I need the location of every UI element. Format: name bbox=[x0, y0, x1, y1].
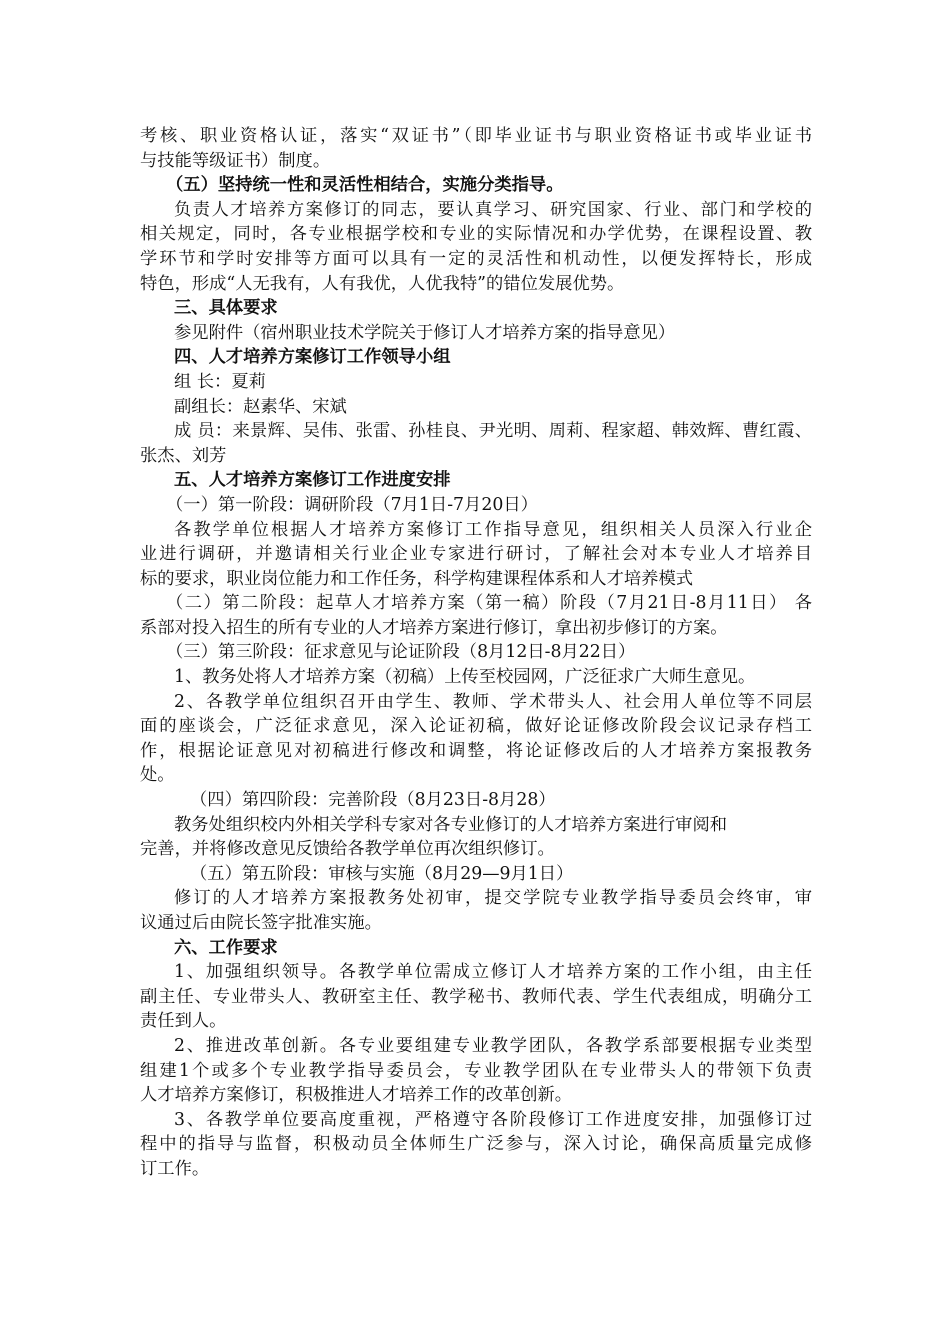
text-line: 负责人才培养方案修订的同志，要认真学习、研究国家、行业、部门和学校的 bbox=[174, 199, 812, 220]
text-line: 成 员：来景辉、吴伟、张雷、孙桂良、尹光明、周莉、程家超、韩效辉、曹红霞、 bbox=[174, 421, 812, 442]
document-body bbox=[140, 124, 812, 1182]
text-line: 参见附件（宿州职业技术学院关于修订人才培养方案的指导意见） bbox=[174, 322, 676, 343]
text-line: 相关规定，同时，各专业根据学校和专业的实际情况和办学优势，在课程设置、教 bbox=[140, 224, 812, 245]
section-heading: 四、人才培养方案修订工作领导小组 bbox=[174, 347, 451, 368]
text-line: 修订的人才培养方案报教务处初审，提交学院专业教学指导委员会终审，审 bbox=[174, 888, 812, 909]
text-line: 教务处组织校内外相关学科专家对各专业修订的人才培养方案进行审阅和 bbox=[174, 814, 728, 835]
text-line: 各教学单位根据人才培养方案修订工作指导意见，组织相关人员深入行业企 bbox=[174, 519, 812, 540]
text-line: 与技能等级证书）制度。 bbox=[140, 150, 331, 171]
text-line: 张杰、刘芳 bbox=[140, 445, 227, 466]
text-line: （五）第五阶段：审核与实施（8月29—9月1日） bbox=[190, 863, 574, 884]
text-line: 程中的指导与监督，积极动员全体师生广泛参与，深入讨论，确保高质量完成修 bbox=[140, 1134, 812, 1155]
section-heading: （五）坚持统一性和灵活性相结合，实施分类指导。 bbox=[166, 175, 564, 196]
text-line: 副组长：赵素华、宋斌 bbox=[174, 396, 347, 417]
text-line: 组 长：夏莉 bbox=[174, 371, 266, 392]
section-heading: 五、人才培养方案修订工作进度安排 bbox=[174, 470, 451, 491]
text-line: （四）第四阶段：完善阶段（8月23日-8月28） bbox=[190, 790, 556, 811]
text-line: （二）第二阶段：起草人才培养方案（第一稿）阶段（7月21日-8月11日） 各 bbox=[166, 593, 812, 614]
text-line: 处。 bbox=[140, 765, 175, 786]
text-line: 议通过后由院长签字批准实施。 bbox=[140, 913, 382, 933]
text-line: 3、各教学单位要高度重视，严格遵守各阶段修订工作进度安排，加强修订过 bbox=[174, 1109, 812, 1130]
text-line: 副主任、专业带头人、教研室主任、教学秘书、教师代表、学生代表组成，明确分工 bbox=[140, 986, 812, 1007]
text-line: 完善，并将修改意见反馈给各教学单位再次组织修订。 bbox=[140, 839, 555, 860]
text-line: 组建1个或多个专业教学指导委员会，专业教学团队在专业带头人的带领下负责 bbox=[140, 1060, 812, 1081]
text-line: 人才培养方案修订，积极推进人才培养工作的改革创新。 bbox=[140, 1085, 573, 1106]
text-line: （一）第一阶段：调研阶段（7月1日-7月20日） bbox=[166, 494, 538, 515]
text-line: 面的座谈会，广泛征求意见，深入论证初稿，做好论证修改阶段会议记录存档工 bbox=[140, 716, 812, 737]
text-line: 订工作。 bbox=[140, 1158, 210, 1179]
section-heading: 六、工作要求 bbox=[174, 937, 278, 958]
text-line: 系部对投入招生的所有专业的人才培养方案进行修订，拿出初步修订的方案。 bbox=[140, 617, 728, 638]
text-line: 特色，形成“人无我有，人有我优，人优我特”的错位发展优势。 bbox=[140, 273, 625, 294]
text-line: 标的要求，职业岗位能力和工作任务，科学构建课程体系和人才培养模式 bbox=[140, 568, 694, 589]
text-line: 1、教务处将人才培养方案（初稿）上传至校园网，广泛征求广大师生意见。 bbox=[174, 667, 756, 688]
text-line: （三）第三阶段：征求意见与论证阶段（8月12日-8月22日） bbox=[166, 642, 636, 663]
text-line: 考核、职业资格认证，落实“双证书”（即毕业证书与职业资格证书或毕业证书 bbox=[140, 126, 812, 146]
text-line: 业进行调研，并邀请相关行业企业专家进行研讨，了解社会对本专业人才培养目 bbox=[140, 544, 812, 565]
text-line: 1、加强组织领导。各教学单位需成立修订人才培养方案的工作小组，由主任 bbox=[174, 962, 812, 983]
text-line: 2、各教学单位组织召开由学生、教师、学术带头人、社会用人单位等不同层 bbox=[174, 691, 812, 712]
text-line: 责任到人。 bbox=[140, 1011, 227, 1032]
text-line: 学环节和学时安排等方面可以具有一定的灵活性和机动性，以便发挥特长，形成 bbox=[140, 248, 812, 269]
text-line: 2、推进改革创新。各专业要组建专业教学团队，各教学系部要根据专业类型 bbox=[174, 1035, 812, 1056]
text-line: 作，根据论证意见对初稿进行修改和调整，将论证修改后的人才培养方案报教务 bbox=[140, 740, 812, 761]
section-heading: 三、具体要求 bbox=[174, 298, 278, 319]
